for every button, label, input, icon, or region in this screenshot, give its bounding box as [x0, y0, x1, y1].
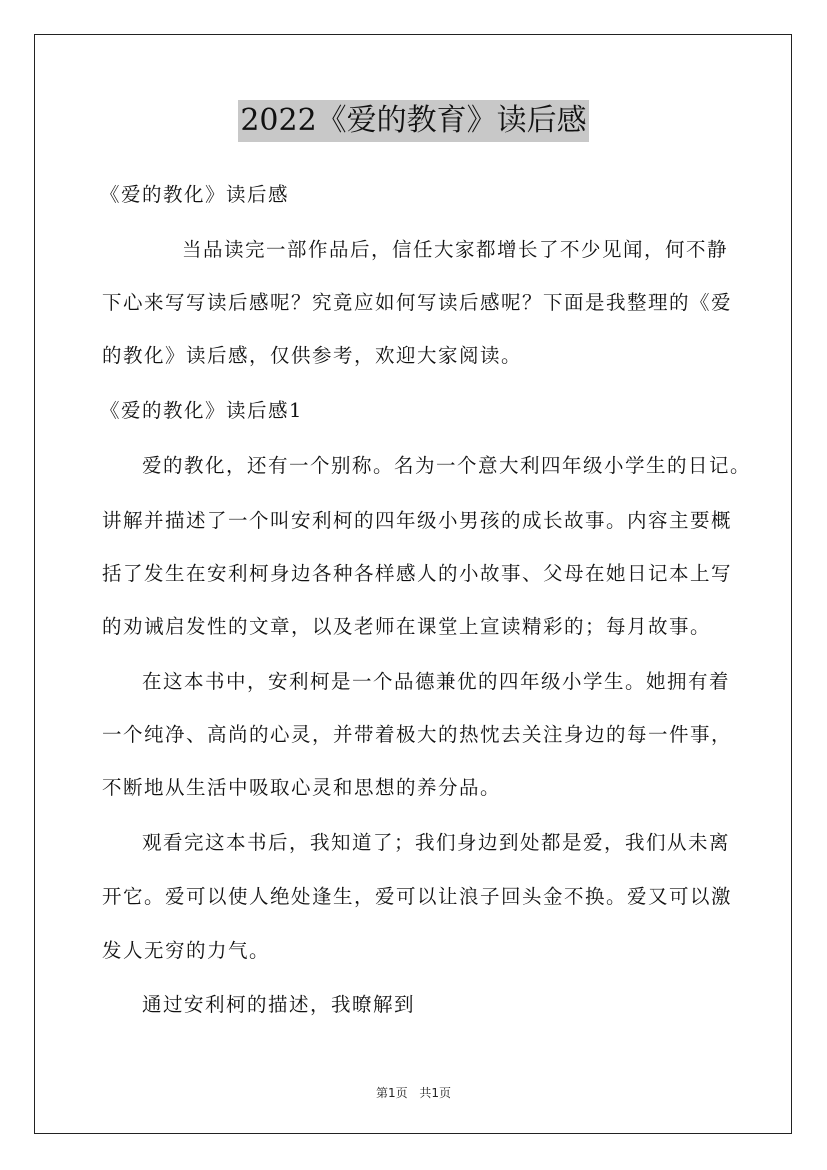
- page-number: 第1页: [375, 1086, 408, 1100]
- p2-line-3: 不断地从生活中吸取心灵和思想的养分品。: [102, 776, 502, 799]
- p1-line-2: 讲解并描述了一个叫安利柯的四年级小男孩的成长故事。内容主要概: [102, 509, 733, 532]
- intro-line-3: 的教化》读后感，仅供参考，欢迎大家阅读。: [102, 344, 523, 367]
- p3-line-2: 开它。爱可以使人绝处逢生，爱可以让浪子回头金不换。爱又可以激: [102, 885, 733, 908]
- p1-line-3: 括了发生在安利柯身边各种各样感人的小故事、父母在她日记本上写: [102, 562, 733, 585]
- page-total: 共1页: [419, 1086, 452, 1100]
- intro-line-1: 当品读完一部作品后，信任大家都增长了不少见闻，何不静: [182, 238, 729, 261]
- title-container: [0, 100, 827, 142]
- p3-line-3: 发人无穷的力气。: [102, 939, 271, 962]
- subheading: 《爱的教化》读后感: [100, 183, 290, 206]
- document-title: 2022《爱的教育》读后感: [238, 100, 588, 142]
- p3-line-1: 观看完这本书后，我知道了；我们身边到处都是爱，我们从未离: [142, 831, 731, 854]
- p2-line-2: 一个纯净、高尚的心灵，并带着极大的热忱去关注身边的每一件事，: [102, 723, 733, 746]
- intro-line-2: 下心来写写读后感呢？究竟应如何写读后感呢？下面是我整理的《爱: [102, 291, 733, 314]
- section-heading: 《爱的教化》读后感1: [100, 399, 303, 422]
- p2-line-1: 在这本书中，安利柯是一个品德兼优的四年级小学生。她拥有着: [142, 670, 731, 693]
- p4-line-1: 通过安利柯的描述，我暸解到: [142, 993, 416, 1016]
- p1-line-1: 爱的教化，还有一个别称。名为一个意大利四年级小学生的日记。: [142, 454, 752, 477]
- p1-line-4: 的劝诫启发性的文章，以及老师在课堂上宣读精彩的；每月故事。: [102, 615, 712, 638]
- page-footer: [0, 1084, 827, 1101]
